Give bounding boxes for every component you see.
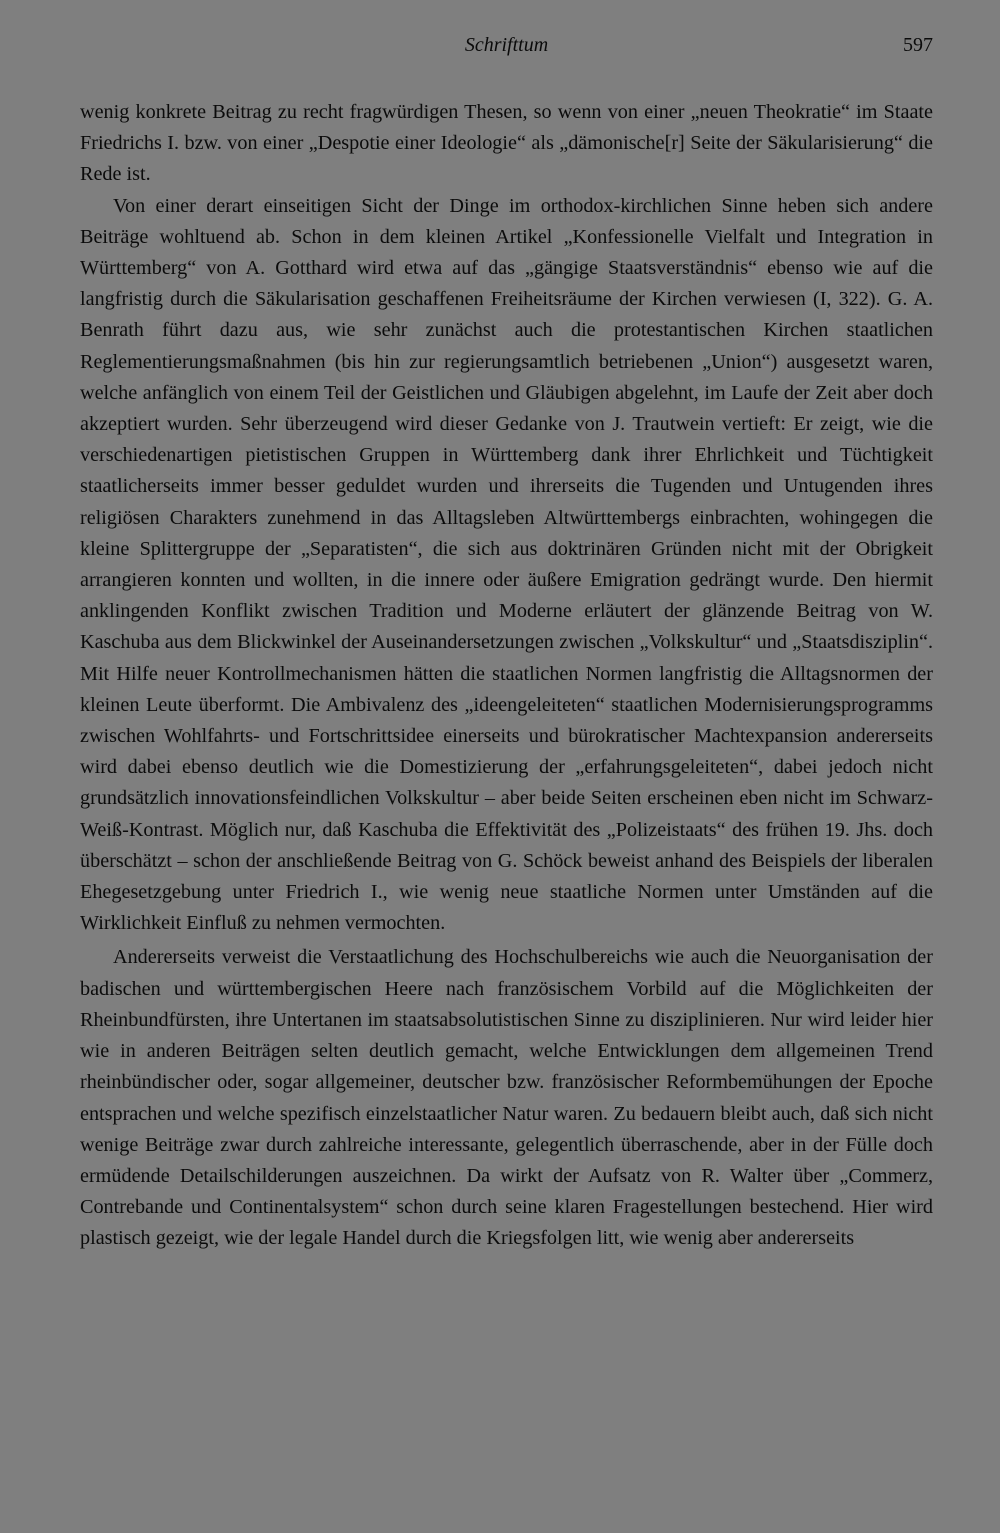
running-head [80, 34, 933, 62]
paragraph: Andererseits verweist die Verstaatlichung des Hochschulbereichs wie auch die Neuorganisation der badischen und württembergischen Heere nach französischem Vorbild auf die Möglichkeiten der Rheinbundfürsten, ihre Untertanen im staatsabsolutistischen Sinne zu disziplinieren. Nur wird leider hier wie in anderen Beiträgen selten deutlich gemacht, welche Entwicklungen dem allgemeinen Trend rheinbündischer oder, sogar allgemeiner, deutscher bzw. französischer Reformbemühungen der Epoche entsprachen und welche spezifisch einzelstaatlicher Natur waren. Zu bedauern bleibt auch, daß sich nicht wenige Beiträge zwar durch zahlreiche interessante, gelegentlich überraschende, aber in der Fülle doch ermüdende Detailschilderungen auszeichnen. Da wirkt der Aufsatz von R. Walter über „Commerz, Contrebande und Continentalsystem“ schon durch seine klaren Fragestellungen bestechend. Hier wird plastisch gezeigt, wie der legale Handel durch die Kriegsfolgen litt, wie wenig aber andererseits [80, 946, 933, 1250]
paragraph-continuation: wenig konkrete Beitrag zu recht fragwürdigen Thesen, so wenn von einer „neuen Theokratie“ im Staate Friedrichs I. bzw. von einer „Despotie einer Ideologie“ als „dämonische[r] Seite der Säkularisierung“ die Rede ist. [80, 101, 933, 186]
paragraph: Von einer derart einseitigen Sicht der Dinge im orthodox-kirchlichen Sinne heben sich andere Beiträge wohltuend ab. Schon in dem kleinen Artikel „Konfessionelle Vielfalt und Integration in Württemberg“ von A. Gotthard wird etwa auf das „gängige Staatsverständnis“ ebenso wie auf die langfristig durch die Säkularisation geschaffenen Freiheitsräume der Kirchen verwiesen (I, 322). G. A. Benrath führt dazu aus, wie sehr zunächst auch die protestantischen Kirchen staatlichen Reglementierungsmaßnahmen (bis hin zur regierungsamtlich betriebenen „Union“) ausgesetzt waren, welche anfänglich von einem Teil der Geistlichen und Gläubigen abgelehnt, im Laufe der Zeit aber doch akzeptiert wurden. Sehr überzeugend wird dieser Gedanke von J. Trautwein vertieft: Er zeigt, wie die verschiedenartigen pietistischen Gruppen in Württemberg dank ihrer Ehrlichkeit und Tüchtigkeit staatlicherseits immer besser geduldet wurden und ihrerseits die Tugenden und Untugenden ihres religiösen Charakters zunehmend in das Alltagsleben Altwürttembergs einbrachten, wohingegen die kleine Splittergruppe der „Separatisten“, die sich aus doktrinären Gründen nicht mit der Obrigkeit arrangieren konnten und wollten, in die innere oder äußere Emigration gedrängt wurde. Den hiermit anklingenden Konflikt zwischen Tradition und Moderne erläutert der glänzende Beitrag von W. Kaschuba aus dem Blickwinkel der Auseinandersetzungen zwischen „Volkskultur“ und „Staatsdisziplin“. Mit Hilfe neuer Kontrollmechanismen hätten die staatlichen Normen langfristig die Alltagsnormen der kleinen Leute überformt. Die Ambivalenz des „ideengeleiteten“ staatlichen Modernisierungsprogramms zwischen Wohlfahrts- und Fortschrittsidee einerseits und bürokratischer Machtexpansion andererseits wird dabei ebenso deutlich wie die Domestizierung der „erfahrungsgeleiteten“, dabei jedoch nicht grundsätzlich innovationsfeindlichen Volkskultur – aber beide Seiten erscheinen eben nicht im Schwarz-Weiß-Kontrast. Möglich nur, daß Kaschuba die Effektivität des „Polizeistaats“ des frühen 19. Jhs. doch überschätzt – schon der anschließende Beitrag von G. Schöck beweist anhand des Beispiels der liberalen Ehegesetzgebung unter Friedrich I., wie wenig neue staatliche Normen unter Umständen auf die Wirklichkeit Einfluß zu nehmen vermochten. [80, 194, 933, 935]
body-text [80, 97, 933, 1255]
page-number: 597 [903, 34, 933, 56]
running-head-title: Schrifttum [464, 34, 549, 56]
